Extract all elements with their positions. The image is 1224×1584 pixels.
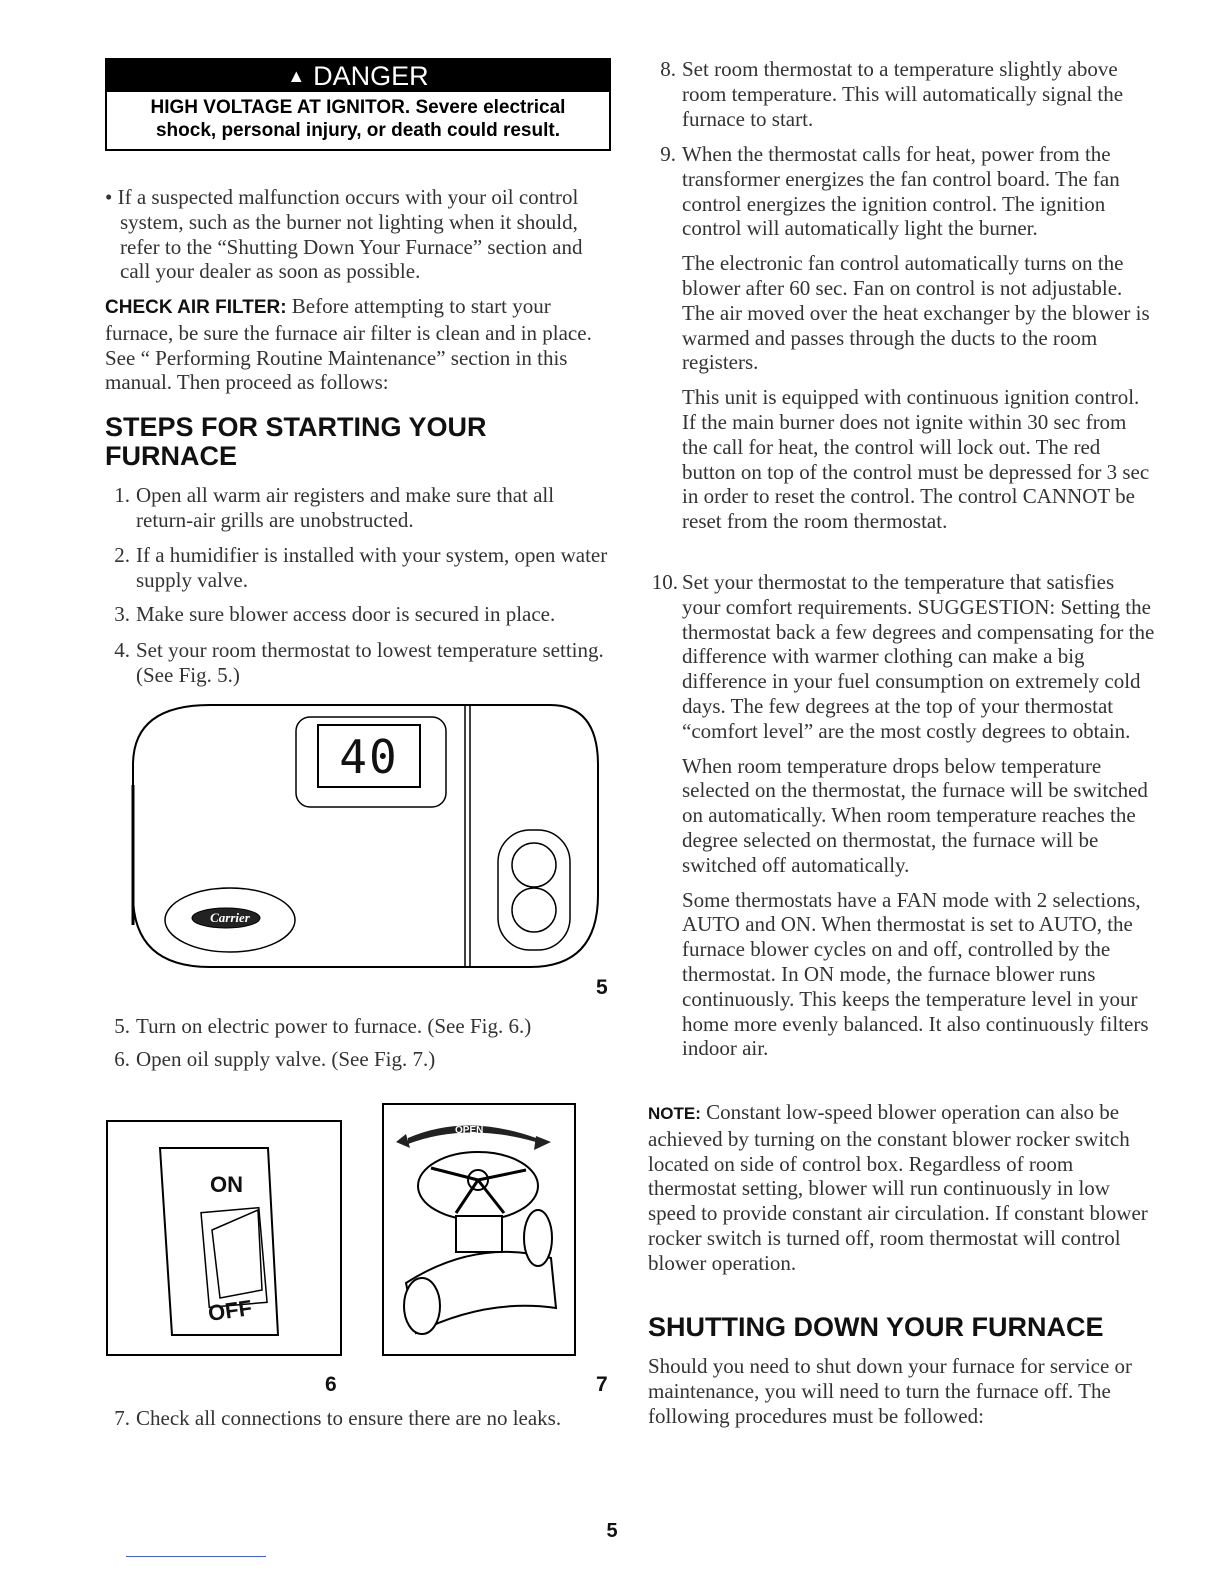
step-text: Make sure blower access door is secured in place. — [136, 602, 556, 626]
step-5 — [108, 1014, 636, 1039]
danger-line-2: shock, personal injury, or death could result. — [155, 120, 560, 141]
switch-on-label: ON — [210, 1172, 243, 1197]
step-9-paragraph-1: When the thermostat calls for heat, power from the transformer energizes the fan control board. The fan control energizes the ignition control. The ignition control will automatically light the burner. — [682, 142, 1120, 241]
malfunction-paragraph — [105, 185, 610, 284]
shutting-down-text: Should you need to shut down your furnace for service or maintenance, you will need to turn the furnace off. The following procedures must be followed: — [648, 1354, 1133, 1428]
step-number: 8. — [660, 57, 676, 81]
step-10-paragraph-1: Set your thermostat to the temperature that satisfies your comfort requirements. SUGGESTION: Setting the thermostat back a few degrees and compensating for the difference with warmer clothing can make a big difference in your fuel consumption on extremely cold days. The few degrees at the top of your thermostat “comfort level” are the most costly degrees to obtain. — [682, 570, 1155, 743]
step-6 — [108, 1047, 636, 1072]
step-9-paragraph-2: The electronic fan control automatically turns on the blower after 60 sec. Fan on control is not adjustable. The air moved over the heat exchanger by the blower is warmed and passes through the ducts to the room registers. — [682, 251, 1150, 375]
danger-header — [107, 60, 609, 92]
steps-heading — [105, 413, 487, 471]
danger-heading: DANGER — [313, 61, 429, 91]
thermostat-display: 40 — [339, 730, 399, 784]
step-text: Turn on electric power to furnace. (See Fig. 6.) — [136, 1014, 532, 1038]
figure-6-number: 6 — [325, 1373, 337, 1396]
step-number: 10. — [651, 570, 678, 594]
step-8 — [652, 57, 1152, 131]
carrier-logo: Carrier — [210, 910, 250, 925]
step-text: If a humidifier is installed with your system, open water supply valve. — [136, 543, 608, 592]
shutting-down-paragraph — [648, 1354, 1148, 1428]
step-2 — [108, 543, 616, 593]
step-number: 3. — [114, 602, 130, 626]
step-text: Set room thermostat to a temperature slightly above room temperature. This will automatically signal the furnace to start. — [682, 57, 1124, 131]
step-number: 4. — [114, 638, 130, 662]
steps-heading-line-2: FURNACE — [105, 441, 237, 471]
step-number: 7. — [114, 1406, 130, 1430]
step-text: Set your room thermostat to lowest temperature setting. (See Fig. 5.) — [136, 638, 604, 687]
step-10-paragraph-2: When room temperature drops below temperature selected on the thermostat, the furnace will be switched on automatically. When room temperature reaches the degree selected on thermostat, the furnace will be switched off automatically. — [682, 753, 1148, 877]
danger-line-1: HIGH VOLTAGE AT IGNITOR. Severe electrical — [150, 97, 566, 118]
step-9-paragraph-3: This unit is equipped with continuous ignition control. If the main burner does not ignite within 30 sec from the call for heat, the control will lock out. The red button on top of the control must be depressed for 3 sec in order to reset the control. The control CANNOT be reset from the room thermostat. — [682, 385, 1150, 534]
footer-rule — [126, 1556, 266, 1557]
step-10-paragraph-3: Some thermostats have a FAN mode with 2 selections, AUTO and ON. When thermostat is set to AUTO, the furnace blower cycles on and off, controlled by the thermostat. In ON mode, the furnace blower runs continuously. This keeps the temperature level in your home more evenly balanced. It also continuously filters indoor air. — [682, 887, 1149, 1061]
step-number: 2. — [114, 543, 130, 567]
valve-open-label: OPEN — [455, 1125, 484, 1136]
figure-7-number: 7 — [596, 1373, 608, 1396]
figure-5-number: 5 — [596, 976, 608, 999]
malfunction-text: If a suspected malfunction occurs with your oil control system, such as the burner not lighting when it should, refer to the “Shutting Down Your Furnace” section and call your dealer as soon as possible. — [117, 185, 583, 284]
shutting-down-heading: SHUTTING DOWN YOUR FURNACE — [648, 1312, 1104, 1342]
step-number: 9. — [660, 142, 676, 166]
switch-off-label: OFF — [206, 1295, 254, 1326]
steps-heading-line-1: STEPS FOR STARTING YOUR — [105, 412, 487, 442]
bullet: • — [105, 185, 118, 209]
step-3 — [108, 602, 636, 627]
step-text: Open oil supply valve. (See Fig. 7.) — [136, 1047, 436, 1071]
note-label: NOTE: — [648, 1104, 701, 1123]
danger-message — [107, 92, 609, 142]
check-air-filter-text: Before attempting to start your furnace, be sure the furnace air filter is clean and in place. See “ Performing Routine Maintenance” section in this manual. Then proceed as follows: — [105, 294, 592, 395]
step-1 — [108, 483, 616, 533]
step-number: 6. — [114, 1047, 130, 1071]
step-text: Open all warm air registers and make sure that all return-air grills are unobstructed. — [136, 483, 555, 532]
step-10 — [648, 570, 1156, 1061]
check-air-filter-paragraph — [105, 294, 610, 395]
check-air-filter-label: CHECK AIR FILTER: — [105, 297, 287, 318]
step-9 — [652, 142, 1152, 534]
step-text: Check all connections to ensure there are no leaks. — [136, 1406, 562, 1430]
step-7 — [108, 1406, 636, 1431]
warning-triangle-icon: ▲ — [287, 66, 306, 86]
step-number: 5. — [114, 1014, 130, 1038]
oil-valve-illustration — [386, 1108, 572, 1351]
step-number: 1. — [114, 483, 130, 507]
note-paragraph — [648, 1100, 1148, 1276]
danger-box — [105, 58, 611, 151]
page-number: 5 — [606, 1520, 618, 1542]
note-text: Constant low-speed blower operation can also be achieved by turning on the constant blower rocker switch located on side of control box. Regardless of room thermostat setting, blower will run continuously in low speed to provide constant air circulation. If constant blower rocker switch is turned off, room thermostat will control blower operation. — [648, 1100, 1148, 1275]
step-4 — [108, 638, 636, 688]
